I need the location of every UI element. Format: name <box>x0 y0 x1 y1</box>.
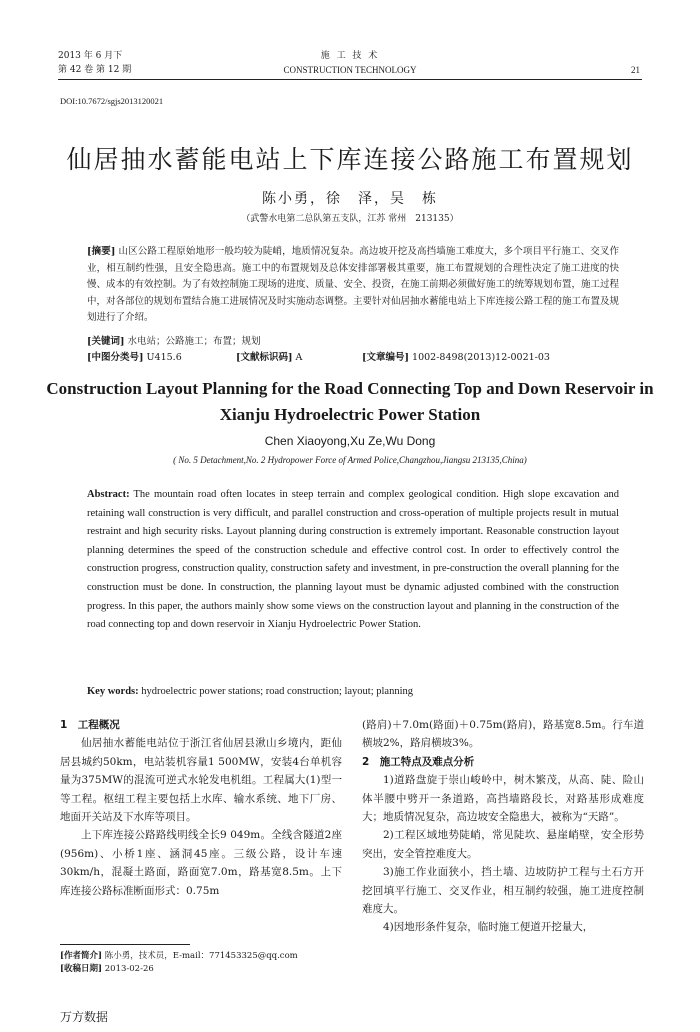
keywords-en-text: hydroelectric power stations; road construction; layout; planning <box>141 686 414 697</box>
abstract-cn <box>87 244 619 327</box>
doc-code <box>236 350 356 366</box>
section-1-para-1: 仙居抽水蓄能电站位于浙江省仙居县湫山乡境内，距仙居县城约50km，电站装机容量1 500MW，安装4台单机容量为375MW的混流可逆式水轮发电机组。工程属大(1)型一等工程。枢纽工程主要包括上水库、输水系统、地下厂房、地面开关站及下水库等项目。 <box>60 737 342 824</box>
title-cn: 仙居抽水蓄能电站上下库连接公路施工布置规划 <box>66 145 634 174</box>
title-en: Construction Layout Planning for the Road Connecting Top and Down Reservoir in Xianju Hydroelectric Power Station <box>46 379 654 424</box>
abstract-en <box>87 486 619 635</box>
clc-label: [中图分类号] <box>87 352 144 363</box>
footnote-author-label: [作者简介] <box>60 951 103 961</box>
header-rule <box>58 79 642 80</box>
footnote-author-text: 陈小勇，技术员，E-mail：771453325@qq.com <box>104 951 298 961</box>
header-date: 2013 年 6 月下 <box>58 51 123 61</box>
affiliation-cn: （武警水电第二总队第五支队，江苏 常州 213135） <box>241 214 459 224</box>
section-2-title: 2 施工特点及难点分析 <box>362 755 475 768</box>
abstract-cn-text: 山区公路工程原始地形一般均较为陡峭，地质情况复杂。高边坡开挖及高挡墙施工难度大，多个项目平行施工、交叉作业，相互制约性强，且安全隐患高。施工中的布置规划及总体安排部署极其重要，施工布置规划的合理性决定了施工进度的快慢、成本的有效控制。为了有效控制施工现场的进度、质量、安全、投资，在施工前期必须做好施工的统筹规划布置，施工过程中，对各部位的规划布置结合施工进展情况及时实施动态调整。主要针对仙居抽水蓄能电站上下库连接公路工程的施工布置及规划进行了介绍。 <box>87 246 620 323</box>
abstract-cn-label: [摘要] <box>87 246 116 257</box>
keywords-cn-label: [关键词] <box>87 336 125 347</box>
keywords-en-label: Key words: <box>87 686 139 697</box>
section-1-para-2: 上下库连接公路路线明线全长9 049m。全线含隧道2座(956m)、小桥1座、涵洞45座。三级公路，设计车速30km/h，混凝土路面，路面宽7.0m，路基宽8.5m。上下库连接公路标准断面形式：0.75m <box>60 829 342 897</box>
footnote-author <box>60 950 350 963</box>
section-2-item-4: 4)因地形条件复杂，临时施工便道开挖量大， <box>383 921 594 934</box>
watermark: 万方数据 <box>60 1010 109 1024</box>
keywords-en <box>87 686 619 697</box>
doc-value: A <box>295 352 303 363</box>
article-label: [文章编号] <box>362 352 409 363</box>
footnote-received-text: 2013-02-26 <box>104 964 154 974</box>
section-1-title: 1 工程概况 <box>60 719 120 731</box>
header-journal-cn: 施 工 技 术 <box>320 51 380 61</box>
abstract-en-text: The mountain road often locates in steep terrain and complex geological condition. High slope excavation and retaining wall construction is very difficult, and parallel construction and cross-operation of multiple projects result in mutual restraint and high security risks. Layout planning during construction is extremely important. Reasonable construction layout planning determines the speed of the construction schedule and effective control cost. In order to effectively control the construction progress, construction quality, construction safety and investment, in pre-construction the overall planning for the construction must be done. In construction, the planning layout must be dynamic adjusted combined with the construction progress. In this paper, the authors mainly show some views on the construction layout and planning in the construction of the road connecting top and down reservoir in Xianju Hydroelectric Power Station. <box>87 489 619 631</box>
abstract-en-label: Abstract: <box>87 489 130 500</box>
keywords-cn-text: 水电站；公路施工；布置；规划 <box>127 336 261 347</box>
section-2-item-1: 1)道路盘旋于崇山峻岭中，树木繁茂，从高、陡、险山体半腰中劈开一条道路，高挡墙路段长，对路基形成难度大；地质情况复杂，高边坡安全隐患大，被称为“天路”。 <box>362 774 644 824</box>
affiliation-en: ( No. 5 Detachment,No. 2 Hydropower Force of Armed Police,Changzhou,Jiangsu 213135,China) <box>173 455 527 465</box>
clc-value: U415.6 <box>146 352 182 363</box>
footnote-rule <box>60 944 190 945</box>
footnote-received-label: [收稿日期] <box>60 964 103 974</box>
keywords-cn <box>87 334 619 350</box>
header-journal-en: CONSTRUCTION TECHNOLOGY <box>283 65 417 75</box>
doi: DOI:10.7672/sgjs2013120021 <box>60 96 164 106</box>
header-page-number: 21 <box>631 65 640 75</box>
authors-cn: 陈小勇，徐 泽，吴 栋 <box>262 191 438 207</box>
article-value: 1002-8498(2013)12-0021-03 <box>412 352 550 363</box>
article-number <box>362 350 622 366</box>
section-2-item-3: 3)施工作业面狭小，挡土墙、边坡防护工程与土石方开挖回填平行施工、交叉作业，相互制约较强，施工进度控制难度大。 <box>362 866 644 916</box>
right-column <box>362 716 644 937</box>
header-volume: 第 42 卷 第 12 期 <box>58 65 132 75</box>
section-2-item-2: 2)工程区域地势陡峭，常见陡坎、悬崖峭壁，安全形势突出，安全管控难度大。 <box>362 829 644 860</box>
footnote-received <box>60 963 350 976</box>
authors-en: Chen Xiaoyong,Xu Ze,Wu Dong <box>264 434 436 448</box>
left-column <box>60 716 342 900</box>
doc-label: [文献标识码] <box>236 352 293 363</box>
section-1-para-continued: (路肩)＋7.0m(路面)＋0.75m(路肩)，路基宽8.5m。行车道横坡2%，路肩横坡3%。 <box>362 719 644 750</box>
